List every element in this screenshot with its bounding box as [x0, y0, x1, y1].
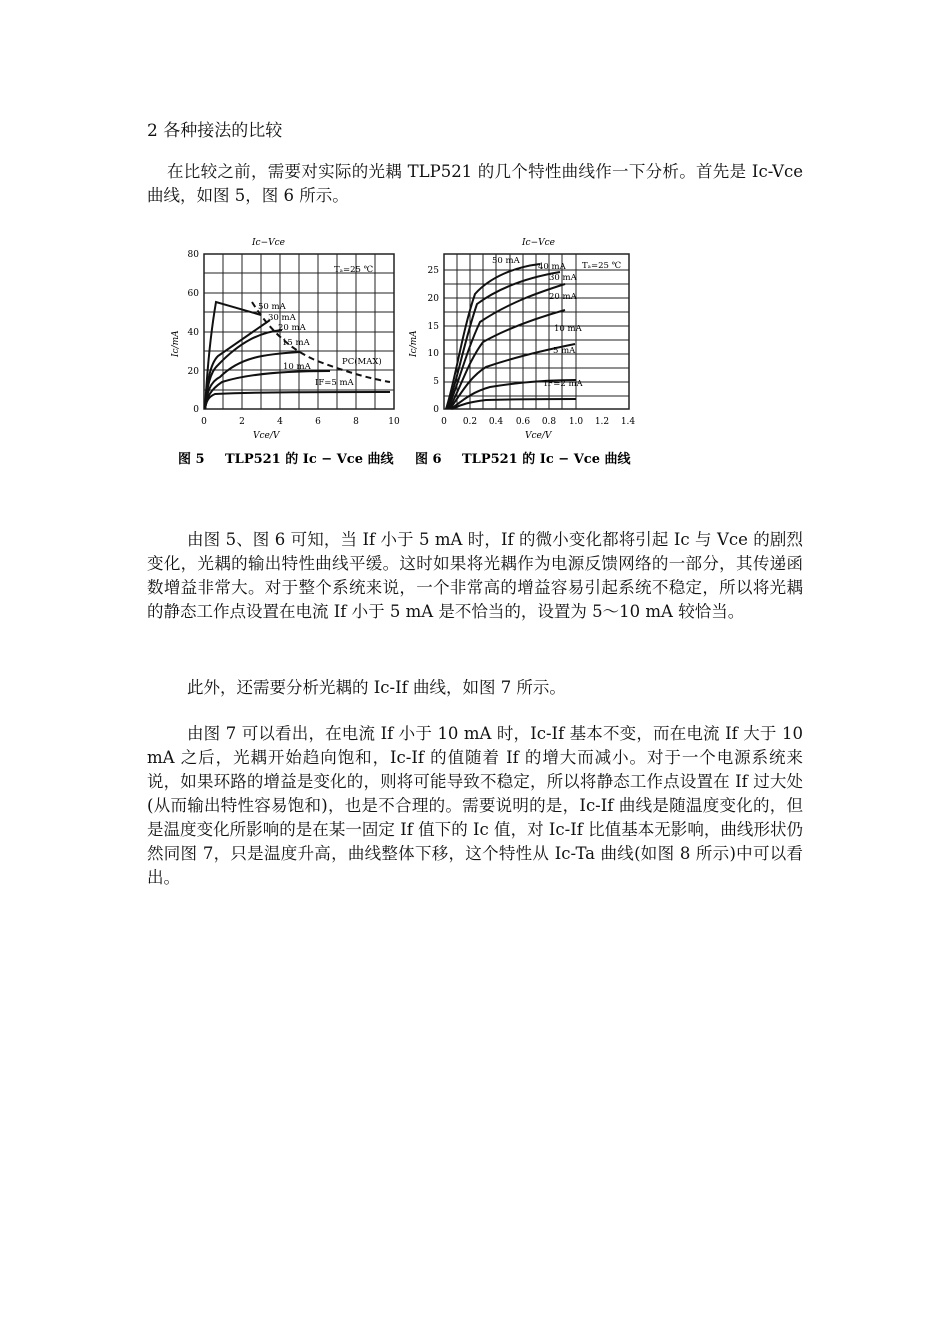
- fig6-xtick: 0: [441, 417, 447, 427]
- fig6-title: Ic−Vce: [522, 238, 556, 248]
- fig6-ylabel: Ic/mA: [409, 330, 419, 357]
- fig6-ytick: 25: [427, 266, 439, 276]
- fig5-title: Ic−Vce: [252, 238, 286, 248]
- fig5-xtick: 0: [201, 417, 207, 427]
- fig5-xtick: 10: [388, 417, 400, 427]
- fig5-xlabel: Vce/V: [253, 431, 280, 441]
- paragraph-temperature: 由图 7 可以看出，在电流 If 小于 10 mA 时，Ic-If 基本不变，而在电流 If 大于 10 mA 之后，光耦开始趋向饱和，Ic-If 的值随着 If 的增大而减小。对于一个电源系统来说，如果环路的增益是变化的，则将可能导致不稳定，所以将静态工作点设置在 If 过大处(从而输出特性容易饱和)，也是不合理的。需要说明的是，Ic-If 曲线是随温度变化的，但是温度变化所影响的是在某一固定 If 值下的 Ic 值，对 Ic-If 比值基本无影响，曲线形状仍然同图 7，只是温度升高，曲线整体下移，这个特性从 Ic-Ta 曲线(如图 8 所示)中可以看出。: [147, 724, 803, 887]
- fig6-xtick: 0.8: [541, 417, 557, 427]
- fig6-xtick: 0.2: [462, 417, 478, 427]
- fig5-chart: [171, 238, 400, 467]
- fig6-curve-label: 30 mA: [549, 273, 577, 283]
- fig6-ytick: 5: [433, 377, 439, 387]
- figure-5-6: [170, 232, 650, 482]
- fig6-ytick: 20: [427, 294, 439, 304]
- fig6-xtick: 1.4: [620, 417, 636, 427]
- fig6-curve-label: IF=2 mA: [544, 379, 583, 389]
- fig6-curve-2: [452, 399, 576, 409]
- fig6-xtick: 0.4: [488, 417, 504, 427]
- fig6-xlabel: Vce/V: [525, 431, 552, 441]
- fig6-ytick: 10: [427, 349, 439, 359]
- paragraph-analysis: 由图 5、图 6 可知，当 If 小于 5 mA 时，If 的微小变化都将引起 Ic 与 Vce 的剧烈变化，光耦的输出特性曲线平缓。这时如果将光耦作为电源反馈网络的一部分，其传递函数增益非常大。对于整个系统来说，一个非常高的增益容易引起系统不稳定，所以将光耦的静态工作点设置在电流 If 小于 5 mA 是不恰当的，设置为 5～10 mA 较恰当。: [147, 530, 803, 621]
- fig5-curve-label: IF=5 mA: [315, 378, 354, 388]
- fig5-xtick: 8: [353, 417, 359, 427]
- paragraph-intro: 在比较之前，需要对实际的光耦 TLP521 的几个特性曲线作一下分析。首先是 Ic-Vce 曲线，如图 5，图 6 所示。: [147, 162, 803, 205]
- fig5-curve-label: 50 mA: [258, 302, 286, 312]
- fig6-xtick: 1.0: [568, 417, 584, 427]
- fig5-ytick: 0: [193, 405, 199, 415]
- fig5-curve-label: 20 mA: [278, 323, 306, 333]
- fig5-curve-label: 10 mA: [283, 362, 311, 372]
- fig6-ytick: 0: [433, 405, 439, 415]
- fig6-xtick: 1.2: [594, 417, 610, 427]
- fig5-caption-num: 图 5: [178, 452, 205, 467]
- fig5-curve-label: 30 mA: [268, 313, 296, 323]
- fig5-ytick: 20: [187, 367, 199, 377]
- fig6-temp-label: Tₐ=25 ℃: [582, 261, 622, 271]
- fig5-xtick: 2: [239, 417, 245, 427]
- fig6-curve-label: 20 mA: [549, 292, 577, 302]
- fig6-curve-label: 10 mA: [554, 324, 582, 334]
- fig6-caption-text: TLP521 的 Ic − Vce 曲线: [462, 452, 631, 467]
- paragraph-ic-if: 此外，还需要分析光耦的 Ic-If 曲线，如图 7 所示。: [187, 678, 566, 697]
- fig5-temp-label: Tₐ=25 ℃: [334, 265, 374, 275]
- fig5-ylabel: Ic/mA: [171, 330, 181, 357]
- fig5-ytick: 60: [187, 289, 199, 299]
- fig5-xtick: 6: [315, 417, 321, 427]
- section-heading: 2 各种接法的比较: [147, 121, 283, 141]
- fig5-curve-label: 15 mA: [282, 338, 310, 348]
- fig6-chart: [409, 238, 635, 467]
- fig6-ytick: 15: [427, 322, 439, 332]
- fig6-curve-label: 5 mA: [553, 346, 576, 356]
- fig5-ytick: 80: [187, 250, 199, 260]
- fig6-caption-num: 图 6: [415, 452, 442, 467]
- fig5-curve-15: [205, 352, 300, 409]
- fig6-curve-label: 40 mA: [538, 262, 566, 272]
- fig5-pc-label: PC(MAX): [342, 357, 382, 367]
- fig5-xtick: 4: [277, 417, 283, 427]
- fig5-ytick: 40: [187, 328, 199, 338]
- fig6-curve-label: 50 mA: [492, 256, 520, 266]
- fig5-curve-5: [205, 392, 390, 409]
- fig5-caption-text: TLP521 的 Ic − Vce 曲线: [225, 452, 394, 467]
- fig6-xtick: 0.6: [515, 417, 531, 427]
